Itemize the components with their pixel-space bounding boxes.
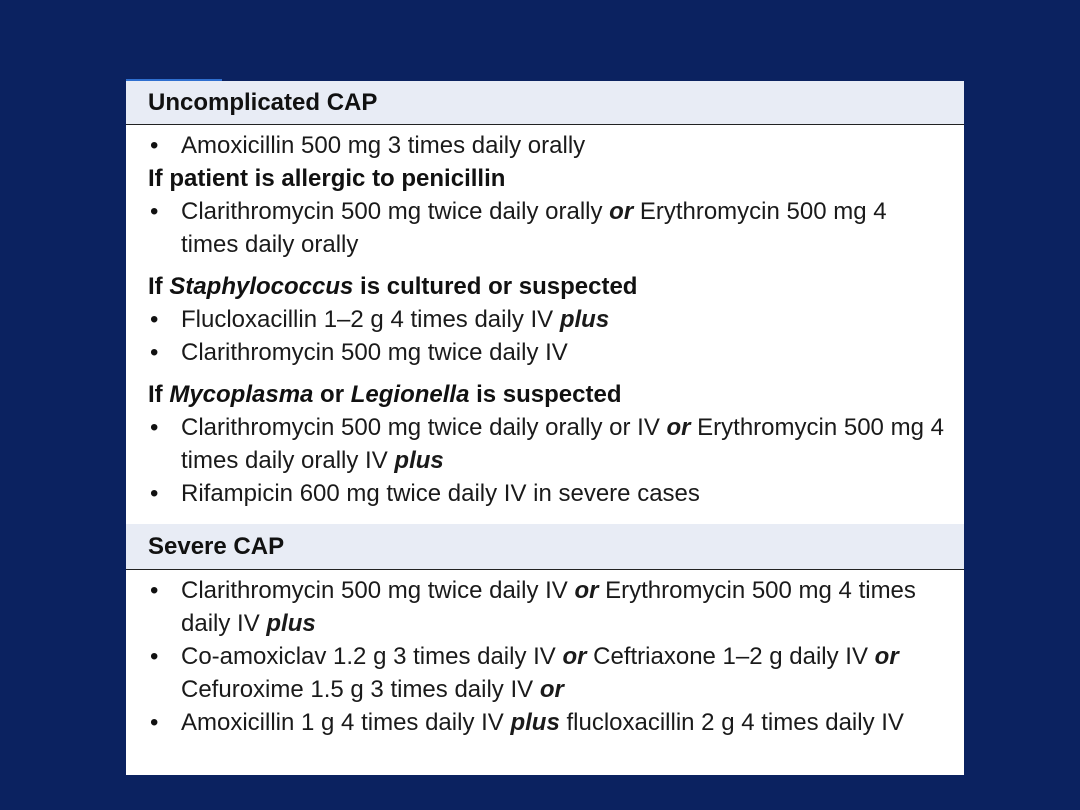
connector-or: or xyxy=(609,198,634,225)
connector-plus: plus xyxy=(394,447,444,474)
list-item xyxy=(148,303,964,336)
item-text: Amoxicillin 500 mg 3 times daily orally xyxy=(181,132,586,159)
connector-or: or xyxy=(666,414,691,441)
subheading-text: is cultured or suspected xyxy=(353,273,638,300)
item-text: Rifampicin 600 mg twice daily IV in severe cases xyxy=(181,480,700,507)
connector-plus: plus xyxy=(266,610,316,637)
connector-plus: plus xyxy=(510,709,560,736)
item-text: Cefuroxime 1.5 g 3 times daily IV xyxy=(181,676,540,703)
subheading-staphylococcus xyxy=(148,270,964,303)
section-body-uncomplicated-cap xyxy=(126,125,964,524)
subheading-text: If xyxy=(148,273,170,300)
item-text: Clarithromycin 500 mg twice daily orally or IV xyxy=(181,414,667,441)
item-text: Clarithromycin 500 mg twice daily IV xyxy=(181,339,568,366)
connector-or: or xyxy=(539,676,564,703)
item-text: Erythromycin 500 mg 4 times daily orally IV xyxy=(181,414,944,474)
bullet-list xyxy=(148,574,964,739)
item-text: Co-amoxiclav 1.2 g 3 times daily IV xyxy=(181,643,563,670)
treatment-table xyxy=(126,81,964,775)
bullet-list xyxy=(148,129,964,162)
organism-name: Staphylococcus xyxy=(169,273,354,300)
section-body-severe-cap xyxy=(126,570,964,739)
item-text: Flucloxacillin 1–2 g 4 times daily IV xyxy=(181,306,560,333)
organism-name: Legionella xyxy=(350,381,470,408)
connector-or: or xyxy=(874,643,899,670)
bullet-list xyxy=(148,195,964,261)
item-text: Clarithromycin 500 mg twice daily orally xyxy=(181,198,610,225)
bullet-list xyxy=(148,303,964,369)
connector-plus: plus xyxy=(559,306,610,333)
connector-or: or xyxy=(574,577,599,604)
list-item xyxy=(148,640,964,706)
list-item xyxy=(148,411,964,477)
item-text: Clarithromycin 500 mg twice daily IV xyxy=(181,577,575,604)
section-header-severe-cap xyxy=(126,524,964,570)
subheading-text: If xyxy=(148,381,170,408)
list-item xyxy=(148,477,964,510)
section-title: Severe CAP xyxy=(148,533,285,560)
list-item xyxy=(148,574,964,640)
list-item xyxy=(148,195,964,261)
subheading-text: or xyxy=(313,381,351,408)
section-header-uncomplicated-cap xyxy=(126,81,964,125)
subheading-mycoplasma-legionella xyxy=(148,378,964,411)
list-item xyxy=(148,336,964,369)
item-text: Erythromycin 500 mg 4 times daily orally xyxy=(181,198,887,258)
bullet-list xyxy=(148,411,964,510)
list-item xyxy=(148,706,964,739)
item-text: flucloxacillin 2 g 4 times daily IV xyxy=(559,709,904,736)
connector-or: or xyxy=(562,643,587,670)
list-item xyxy=(148,129,964,162)
subheading-penicillin-allergy: If patient is allergic to penicillin xyxy=(148,165,506,192)
item-text: Erythromycin 500 mg 4 times daily IV xyxy=(181,577,916,637)
item-text: Amoxicillin 1 g 4 times daily IV xyxy=(181,709,511,736)
organism-name: Mycoplasma xyxy=(169,381,314,408)
subheading-text: is suspected xyxy=(469,381,622,408)
section-title: Uncomplicated CAP xyxy=(148,89,378,116)
item-text: Ceftriaxone 1–2 g daily IV xyxy=(586,643,875,670)
